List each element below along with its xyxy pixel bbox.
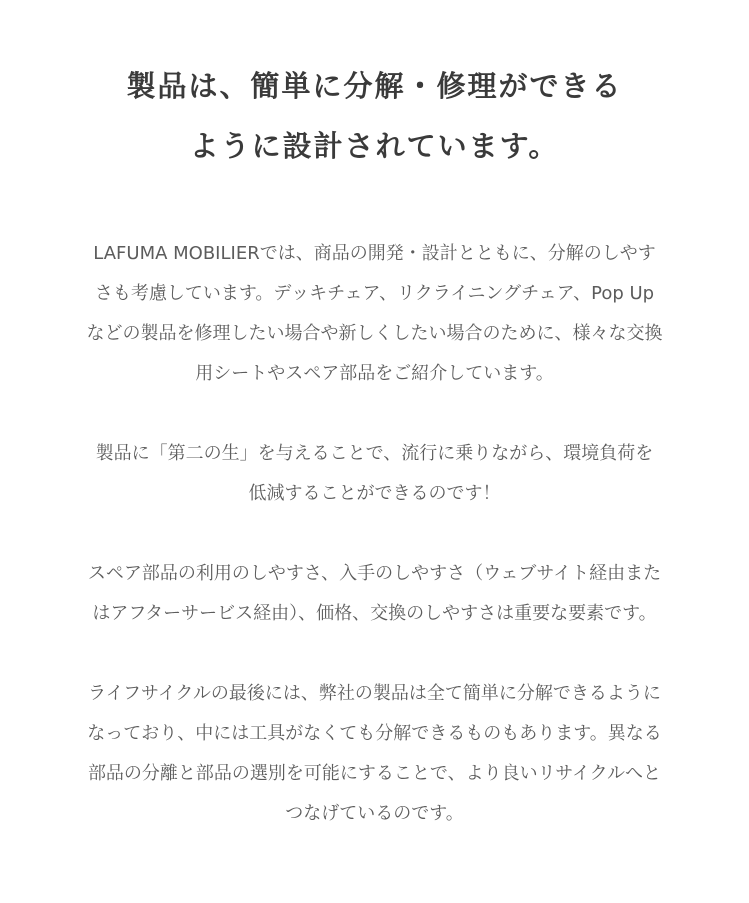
body-text [45,234,705,834]
paragraph-line: LAFUMA MOBILIERでは、商品の開発・設計とともに、分解のしやす [93,243,656,264]
paragraph-line: さも考慮しています。デッキチェア、リクライニングチェア、Pop Up [94,283,655,304]
paragraph-spare-parts [45,554,705,634]
paragraph-line: 部品の分離と部品の選別を可能にすることで、より良いリサイクルへと [87,763,662,784]
paragraph-line: なっており、中には工具がなくても分解できるものもあります。異なる [87,723,662,744]
paragraph-line: スペア部品の利用のしやすさ、入手のしやすさ（ウェブサイト経由また [87,563,662,584]
paragraph-recycling [45,674,705,834]
paragraph-design [45,234,705,394]
paragraph-line: などの製品を修理したい場合や新しくしたい場合のために、様々な交換 [86,323,663,344]
paragraph-line: 製品に「第二の生」を与えることで、流行に乗りながら、環境負荷を [95,443,654,464]
paragraph-second-life [45,434,705,514]
paragraph-line: ライフサイクルの最後には、弊社の製品は全て簡単に分解できるように [88,683,661,704]
paragraph-line: 用シートやスペア部品をご紹介しています。 [195,363,554,384]
paragraph-line: 低減することができるのです！ [248,483,501,504]
headline [55,56,695,176]
paragraph-line: つなげているのです。 [285,803,464,824]
headline-line-1: 製品は、簡単に分解・修理ができる [126,69,623,103]
paragraph-line: はアフターサービス経由）、価格、交換のしやすさは重要な要素です。 [92,603,657,624]
headline-line-2: ように設計されています。 [189,129,560,163]
